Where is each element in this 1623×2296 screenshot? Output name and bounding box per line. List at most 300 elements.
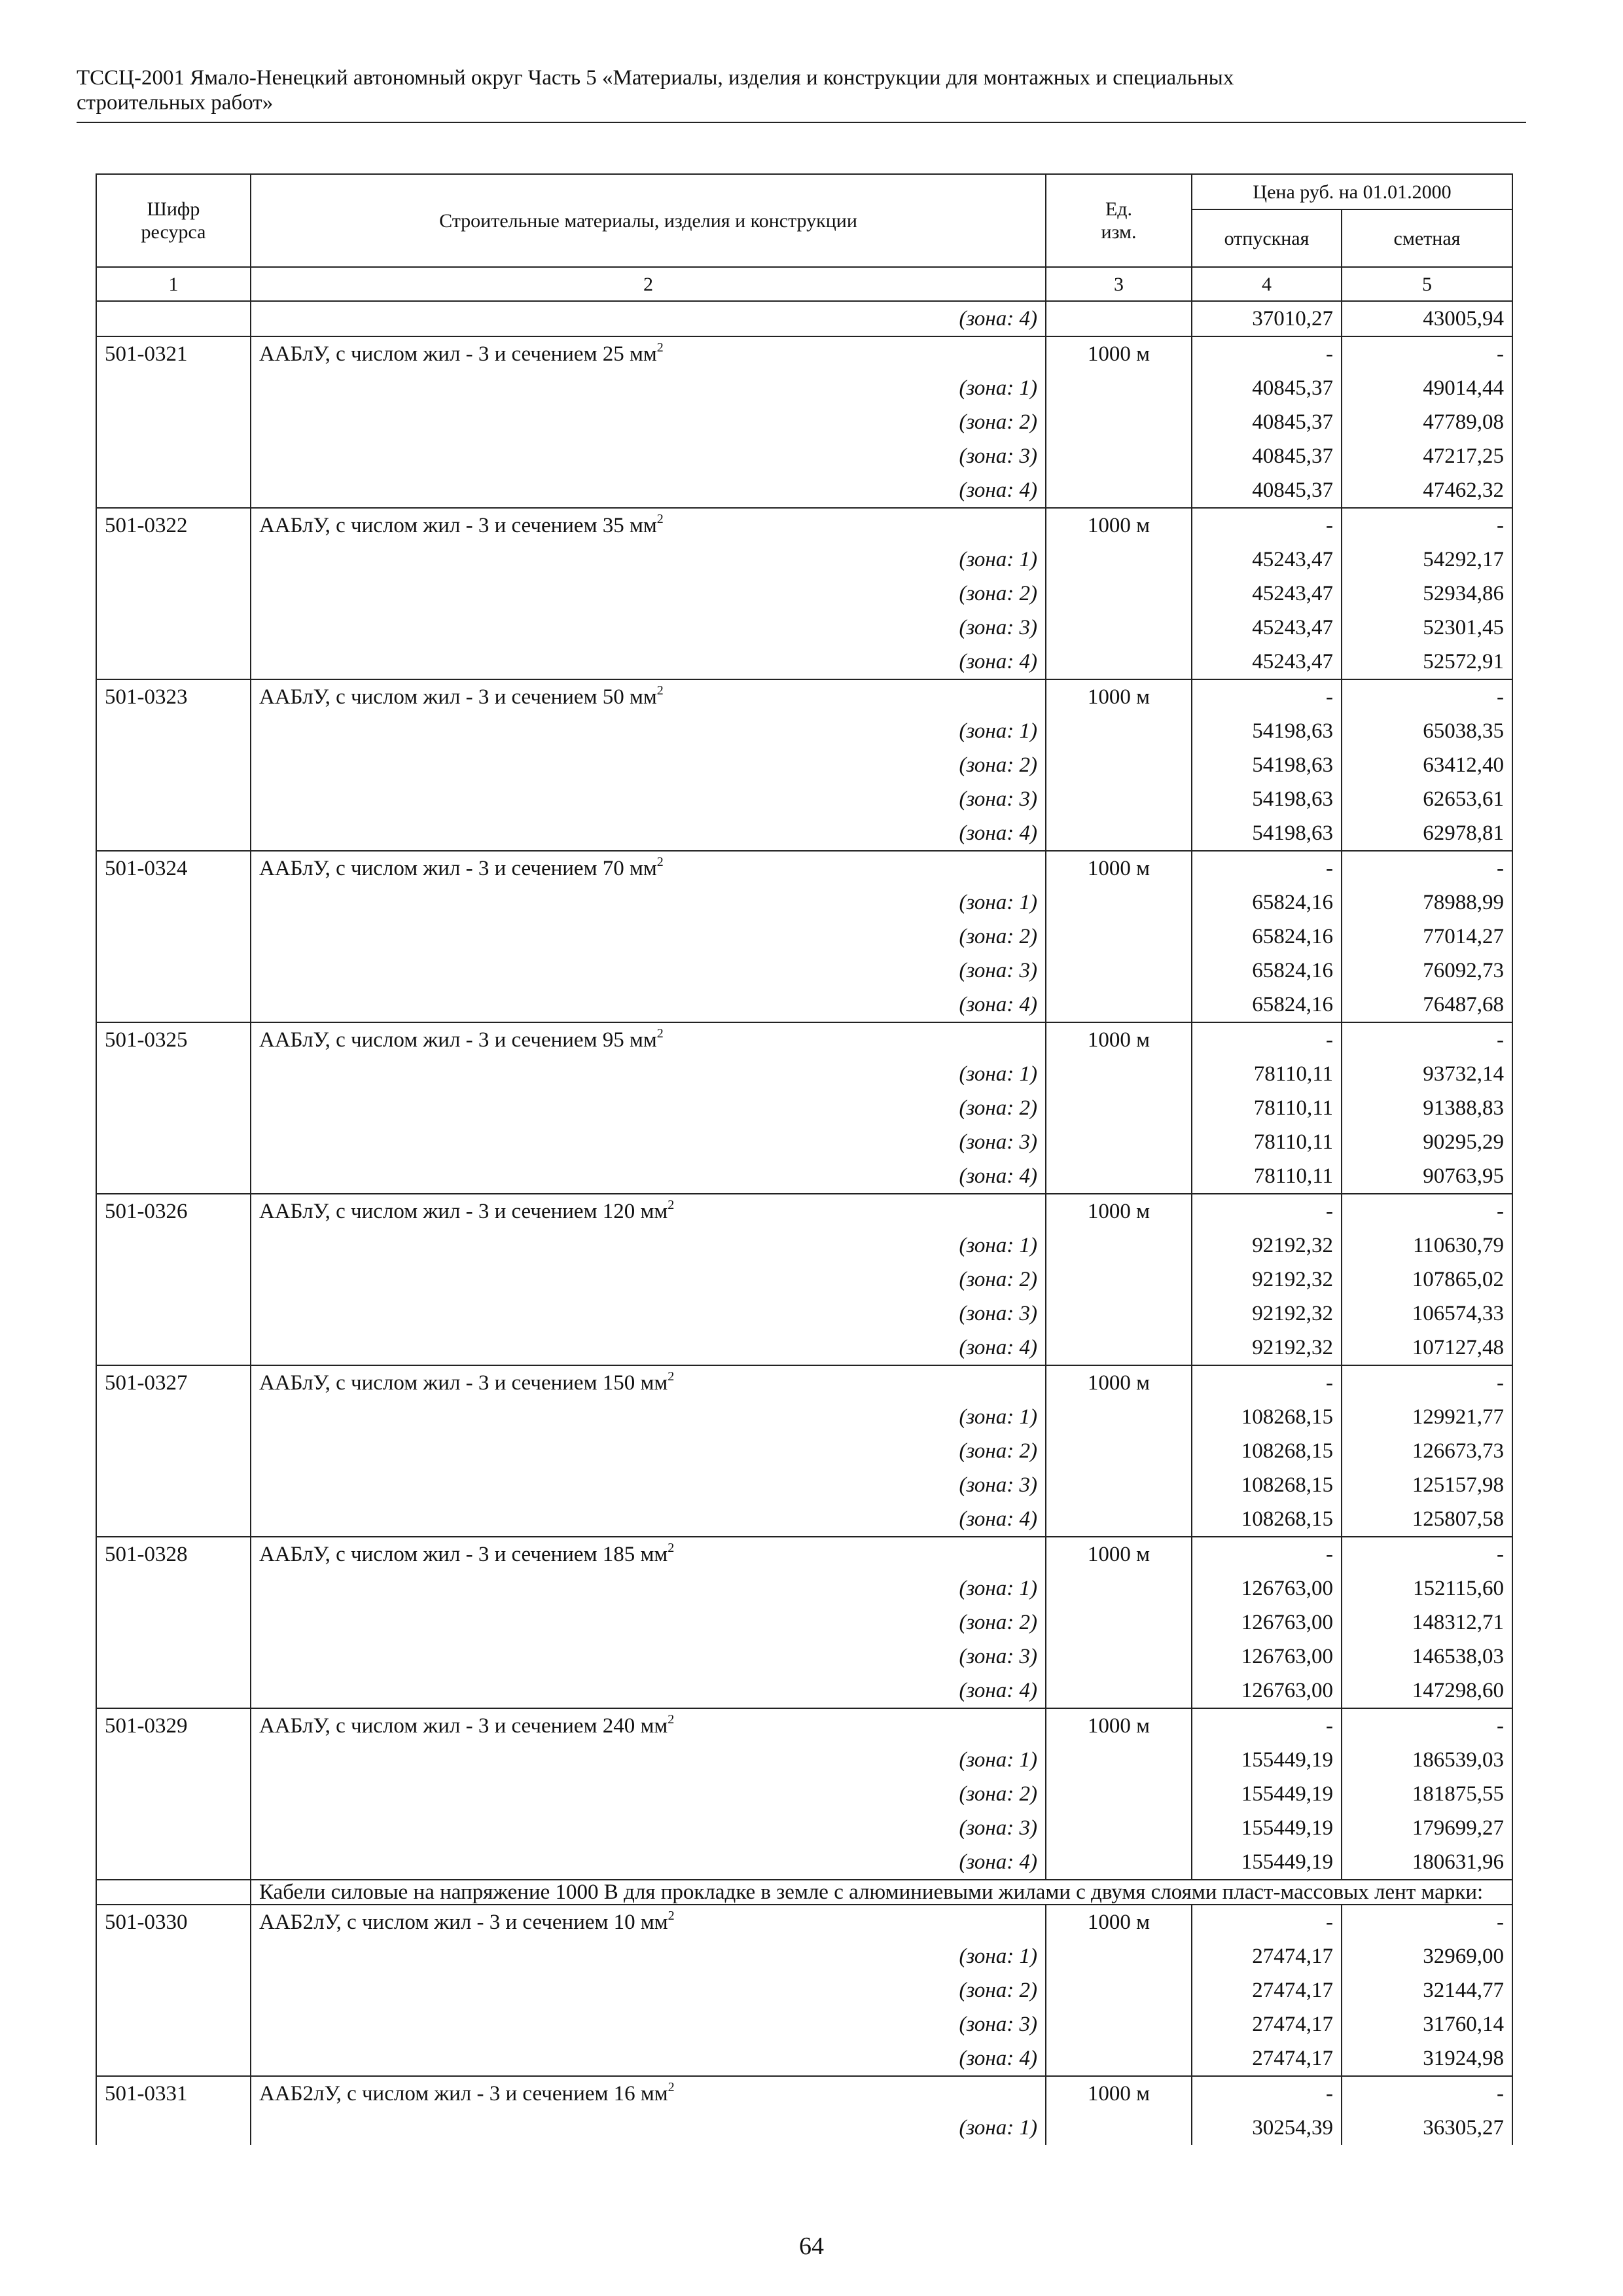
zone-label: (зона: 2): [251, 1091, 1046, 1125]
resource-code: 501-0329: [96, 1708, 251, 1743]
release-price: -: [1192, 1365, 1342, 1400]
zone-label: (зона: 3): [251, 782, 1046, 816]
resource-name: ААБлУ, с числом жил - 3 и сечением 240 $мм^2$: [251, 1708, 1046, 1743]
zone-label: (зона: 1): [251, 1229, 1046, 1263]
code-cell: [96, 439, 251, 473]
unit-cell: 1000 м: [1046, 1708, 1192, 1743]
estimate-price: -: [1342, 1537, 1512, 1571]
estimate-price: 62653,61: [1342, 782, 1512, 816]
estimate-price: 148312,71: [1342, 1605, 1512, 1640]
resource-row: [96, 679, 1512, 714]
estimate-price: -: [1342, 851, 1512, 886]
zone-label: (зона: 4): [251, 1502, 1046, 1537]
zone-label: (зона: 1): [251, 1571, 1046, 1605]
estimate-price: 31760,14: [1342, 2007, 1512, 2041]
zone-label: (зона: 4): [251, 2041, 1046, 2076]
unit-cell: 1000 м: [1046, 1537, 1192, 1571]
release-price: 155449,19: [1192, 1777, 1342, 1811]
unit-superscript: 2: [656, 1026, 664, 1041]
zone-row: [96, 1229, 1512, 1263]
release-price: -: [1192, 336, 1342, 371]
code-cell: [96, 1400, 251, 1434]
code-cell: [96, 301, 251, 336]
unit-cell: 1000 м: [1046, 851, 1192, 886]
unit-superscript: 2: [668, 2080, 675, 2094]
release-price: -: [1192, 508, 1342, 543]
resource-name: ААБлУ, с числом жил - 3 и сечением 150 $мм^2$: [251, 1365, 1046, 1400]
release-price: 92192,32: [1192, 1229, 1342, 1263]
resource-code: 501-0321: [96, 336, 251, 371]
header-line-2: строительных работ»: [77, 91, 274, 115]
unit-superscript: 2: [656, 512, 664, 526]
code-cell: [96, 1229, 251, 1263]
resource-row: [96, 851, 1512, 886]
zone-label: (зона: 2): [251, 1605, 1046, 1640]
estimate-price: 77014,27: [1342, 920, 1512, 954]
release-price: -: [1192, 679, 1342, 714]
zone-row: [96, 1434, 1512, 1468]
code-cell: [96, 1571, 251, 1605]
code-cell: [96, 1674, 251, 1708]
zone-label: (зона: 4): [251, 1159, 1046, 1194]
zone-label: (зона: 4): [251, 645, 1046, 679]
zone-row: [96, 1502, 1512, 1537]
code-cell: [96, 1091, 251, 1125]
estimate-price: -: [1342, 1022, 1512, 1057]
code-cell: [96, 1777, 251, 1811]
zone-row: [96, 954, 1512, 988]
release-price: -: [1192, 1905, 1342, 1939]
release-price: -: [1192, 1194, 1342, 1229]
zone-label: (зона: 1): [251, 1939, 1046, 1973]
release-price: 65824,16: [1192, 886, 1342, 920]
unit-cell: [1046, 1605, 1192, 1640]
code-column-header: Шифр ресурса: [96, 174, 251, 267]
carryover-row: [96, 301, 1512, 336]
code-cell: [96, 782, 251, 816]
unit-cell: [1046, 1263, 1192, 1297]
resource-row: [96, 1022, 1512, 1057]
zone-row: [96, 1605, 1512, 1640]
unit-superscript: 2: [668, 1712, 675, 1727]
release-price: 92192,32: [1192, 1263, 1342, 1297]
zone-row: [96, 611, 1512, 645]
zone-label: (зона: 3): [251, 439, 1046, 473]
code-cell: [96, 1880, 251, 1905]
code-cell: [96, 1159, 251, 1194]
zone-row: [96, 1331, 1512, 1365]
estimate-price: -: [1342, 679, 1512, 714]
zone-label: (зона: 4): [251, 1331, 1046, 1365]
estimate-price: 31924,98: [1342, 2041, 1512, 2076]
zone-row: [96, 1125, 1512, 1159]
unit-cell: [1046, 1125, 1192, 1159]
unit-cell: [1046, 1229, 1192, 1263]
release-price: 65824,16: [1192, 988, 1342, 1022]
unit-superscript: 2: [668, 1909, 675, 1923]
unit-cell: [1046, 301, 1192, 336]
estimate-price: 76092,73: [1342, 954, 1512, 988]
estimate-price: 147298,60: [1342, 1674, 1512, 1708]
zone-label: (зона: 2): [251, 1973, 1046, 2007]
release-price: 108268,15: [1192, 1468, 1342, 1502]
unit-cell: [1046, 2041, 1192, 2076]
resource-code: 501-0323: [96, 679, 251, 714]
release-price: 65824,16: [1192, 920, 1342, 954]
estimate-price-header: сметная: [1342, 209, 1512, 267]
unit-cell: [1046, 1297, 1192, 1331]
unit-cell: [1046, 2111, 1192, 2145]
code-cell: [96, 954, 251, 988]
zone-row: [96, 1939, 1512, 1973]
resource-code: 501-0330: [96, 1905, 251, 1939]
release-price: -: [1192, 1708, 1342, 1743]
release-price: 108268,15: [1192, 1434, 1342, 1468]
zone-label: (зона: 1): [251, 1057, 1046, 1091]
code-cell: [96, 1057, 251, 1091]
release-price: 155449,19: [1192, 1811, 1342, 1845]
resource-name: ААБлУ, с числом жил - 3 и сечением 35 $мм^2$: [251, 508, 1046, 543]
release-price: 40845,37: [1192, 473, 1342, 508]
resource-code: 501-0328: [96, 1537, 251, 1571]
page-header: [77, 65, 1526, 115]
code-cell: [96, 405, 251, 439]
release-price: 78110,11: [1192, 1091, 1342, 1125]
unit-superscript: 2: [656, 340, 664, 355]
resource-code: 501-0325: [96, 1022, 251, 1057]
unit-cell: [1046, 1939, 1192, 1973]
estimate-price: 49014,44: [1342, 371, 1512, 405]
zone-row: [96, 1811, 1512, 1845]
unit-cell: [1046, 1331, 1192, 1365]
release-price: 108268,15: [1192, 1502, 1342, 1537]
code-cell: [96, 1263, 251, 1297]
zone-row: [96, 1297, 1512, 1331]
estimate-price: 107127,48: [1342, 1331, 1512, 1365]
release-price: 27474,17: [1192, 2007, 1342, 2041]
column-number: 4: [1192, 267, 1342, 301]
zone-label: (зона: 2): [251, 1434, 1046, 1468]
estimate-price: 146538,03: [1342, 1640, 1512, 1674]
unit-cell: [1046, 1057, 1192, 1091]
estimate-price: 52572,91: [1342, 645, 1512, 679]
unit-cell: [1046, 543, 1192, 577]
header-rule: [77, 122, 1526, 123]
estimate-price: -: [1342, 336, 1512, 371]
unit-cell: [1046, 886, 1192, 920]
column-number: 2: [251, 267, 1046, 301]
release-price: 92192,32: [1192, 1297, 1342, 1331]
resource-code: 501-0324: [96, 851, 251, 886]
zone-label: (зона: 3): [251, 954, 1046, 988]
zone-row: [96, 1973, 1512, 2007]
resource-name: ААБлУ, с числом жил - 3 и сечением 185 $мм^2$: [251, 1537, 1046, 1571]
zone-label: (зона: 4): [251, 473, 1046, 508]
zone-row: [96, 1468, 1512, 1502]
zone-row: [96, 1400, 1512, 1434]
code-cell: [96, 1297, 251, 1331]
unit-cell: [1046, 1571, 1192, 1605]
zone-label: (зона: 3): [251, 611, 1046, 645]
code-cell: [96, 1973, 251, 2007]
unit-superscript: 2: [668, 1541, 675, 1555]
zone-label: (зона: 3): [251, 1811, 1046, 1845]
release-price: -: [1192, 2076, 1342, 2111]
code-cell: [96, 473, 251, 508]
unit-cell: [1046, 439, 1192, 473]
code-cell: [96, 1811, 251, 1845]
estimate-price: 36305,27: [1342, 2111, 1512, 2145]
estimate-price: 32969,00: [1342, 1939, 1512, 1973]
zone-label: (зона: 1): [251, 543, 1046, 577]
estimate-price: 125157,98: [1342, 1468, 1512, 1502]
zone-row: [96, 439, 1512, 473]
estimate-price: -: [1342, 1708, 1512, 1743]
zone-label: (зона: 2): [251, 748, 1046, 782]
unit-cell: [1046, 1777, 1192, 1811]
unit-superscript: 2: [656, 683, 664, 698]
resource-row: [96, 1537, 1512, 1571]
estimate-price: -: [1342, 508, 1512, 543]
estimate-price: 78988,99: [1342, 886, 1512, 920]
zone-label: (зона: 4): [251, 301, 1046, 336]
zone-label: (зона: 4): [251, 988, 1046, 1022]
code-cell: [96, 816, 251, 851]
zone-label: (зона: 2): [251, 1777, 1046, 1811]
estimate-price: -: [1342, 1365, 1512, 1400]
release-price: 40845,37: [1192, 371, 1342, 405]
name-column-header: Строительные материалы, изделия и конструкции: [251, 174, 1046, 267]
release-price: 65824,16: [1192, 954, 1342, 988]
release-price: 54198,63: [1192, 782, 1342, 816]
zone-row: [96, 577, 1512, 611]
resource-row: [96, 336, 1512, 371]
unit-cell: [1046, 988, 1192, 1022]
code-cell: [96, 748, 251, 782]
unit-cell: 1000 м: [1046, 2076, 1192, 2111]
zone-row: [96, 2111, 1512, 2145]
estimate-price: 93732,14: [1342, 1057, 1512, 1091]
unit-cell: 1000 м: [1046, 1022, 1192, 1057]
release-price: 78110,11: [1192, 1125, 1342, 1159]
unit-cell: [1046, 748, 1192, 782]
unit-superscript: 2: [656, 855, 664, 869]
header-line-1: ТССЦ-2001 Ямало-Ненецкий автономный округ Часть 5 «Материалы, изделия и конструкции для монтажных и специальных: [77, 66, 1234, 90]
table-header: [96, 174, 1512, 301]
zone-label: (зона: 3): [251, 1297, 1046, 1331]
unit-cell: [1046, 1502, 1192, 1537]
release-price: 27474,17: [1192, 1939, 1342, 1973]
table-body: [96, 301, 1512, 2145]
unit-cell: [1046, 714, 1192, 748]
estimate-price: 179699,27: [1342, 1811, 1512, 1845]
zone-row: [96, 2007, 1512, 2041]
estimate-price: 186539,03: [1342, 1743, 1512, 1777]
section-heading: Кабели силовые на напряжение 1000 В для прокладке в земле с алюминиевыми жилами с двумя слоями пласт-массовых лент марки:: [251, 1880, 1512, 1905]
release-price: 37010,27: [1192, 301, 1342, 336]
code-cell: [96, 988, 251, 1022]
estimate-price: 62978,81: [1342, 816, 1512, 851]
code-cell: [96, 1640, 251, 1674]
unit-cell: 1000 м: [1046, 336, 1192, 371]
price-table: [96, 173, 1513, 2145]
release-price: 54198,63: [1192, 714, 1342, 748]
unit-column-header: Ед. изм.: [1046, 174, 1192, 267]
unit-cell: [1046, 577, 1192, 611]
zone-label: (зона: 1): [251, 1743, 1046, 1777]
unit-cell: [1046, 405, 1192, 439]
code-cell: [96, 886, 251, 920]
code-cell: [96, 2041, 251, 2076]
resource-row: [96, 1194, 1512, 1229]
zone-label: (зона: 2): [251, 405, 1046, 439]
unit-cell: [1046, 816, 1192, 851]
estimate-price: 90763,95: [1342, 1159, 1512, 1194]
release-price: -: [1192, 1537, 1342, 1571]
estimate-price: 63412,40: [1342, 748, 1512, 782]
estimate-price: 54292,17: [1342, 543, 1512, 577]
code-cell: [96, 1743, 251, 1777]
zone-row: [96, 371, 1512, 405]
zone-row: [96, 1159, 1512, 1194]
zone-row: [96, 886, 1512, 920]
estimate-price: 52934,86: [1342, 577, 1512, 611]
code-cell: [96, 920, 251, 954]
estimate-price: 126673,73: [1342, 1434, 1512, 1468]
release-price: 40845,37: [1192, 439, 1342, 473]
code-cell: [96, 2111, 251, 2145]
release-price: 40845,37: [1192, 405, 1342, 439]
page-number: 64: [799, 2233, 824, 2260]
zone-label: (зона: 4): [251, 1674, 1046, 1708]
release-price: 54198,63: [1192, 748, 1342, 782]
unit-cell: [1046, 954, 1192, 988]
zone-label: (зона: 4): [251, 816, 1046, 851]
resource-name: ААБлУ, с числом жил - 3 и сечением 25 $мм^2$: [251, 336, 1046, 371]
code-cell: [96, 543, 251, 577]
unit-cell: [1046, 1468, 1192, 1502]
unit-cell: [1046, 782, 1192, 816]
zone-label: (зона: 3): [251, 1640, 1046, 1674]
code-cell: [96, 2007, 251, 2041]
release-price: 27474,17: [1192, 2041, 1342, 2076]
resource-name: ААБлУ, с числом жил - 3 и сечением 70 $мм^2$: [251, 851, 1046, 886]
code-cell: [96, 1605, 251, 1640]
resource-code: 501-0327: [96, 1365, 251, 1400]
zone-row: [96, 473, 1512, 508]
zone-row: [96, 1057, 1512, 1091]
zone-row: [96, 1263, 1512, 1297]
code-cell: [96, 1468, 251, 1502]
estimate-price: 47789,08: [1342, 405, 1512, 439]
estimate-price: 129921,77: [1342, 1400, 1512, 1434]
zone-row: [96, 1640, 1512, 1674]
resource-code: 501-0331: [96, 2076, 251, 2111]
zone-row: [96, 1845, 1512, 1880]
unit-cell: [1046, 1845, 1192, 1880]
code-cell: [96, 1502, 251, 1537]
unit-superscript: 2: [668, 1369, 675, 1384]
release-price: 126763,00: [1192, 1605, 1342, 1640]
code-cell: [96, 714, 251, 748]
zone-label: (зона: 1): [251, 714, 1046, 748]
unit-superscript: 2: [668, 1198, 675, 1212]
release-price: 30254,39: [1192, 2111, 1342, 2145]
zone-row: [96, 405, 1512, 439]
unit-cell: [1046, 645, 1192, 679]
code-cell: [96, 1125, 251, 1159]
zone-label: (зона: 2): [251, 577, 1046, 611]
resource-name: ААБлУ, с числом жил - 3 и сечением 120 $мм^2$: [251, 1194, 1046, 1229]
column-number: 3: [1046, 267, 1192, 301]
release-price: 155449,19: [1192, 1845, 1342, 1880]
unit-cell: [1046, 1811, 1192, 1845]
column-number: 5: [1342, 267, 1512, 301]
release-price: 92192,32: [1192, 1331, 1342, 1365]
release-price: 78110,11: [1192, 1159, 1342, 1194]
code-cell: [96, 611, 251, 645]
zone-label: (зона: 2): [251, 920, 1046, 954]
zone-row: [96, 714, 1512, 748]
release-price: 45243,47: [1192, 543, 1342, 577]
resource-code: 501-0322: [96, 508, 251, 543]
section-row: [96, 1880, 1512, 1905]
resource-row: [96, 1905, 1512, 1939]
unit-cell: [1046, 611, 1192, 645]
unit-cell: [1046, 1159, 1192, 1194]
price-group-header: Цена руб. на 01.01.2000: [1192, 174, 1512, 209]
resource-row: [96, 508, 1512, 543]
release-price: 126763,00: [1192, 1571, 1342, 1605]
unit-cell: 1000 м: [1046, 679, 1192, 714]
release-price: 45243,47: [1192, 611, 1342, 645]
estimate-price: 180631,96: [1342, 1845, 1512, 1880]
zone-row: [96, 920, 1512, 954]
zone-label: (зона: 1): [251, 2111, 1046, 2145]
column-number: 1: [96, 267, 251, 301]
resource-code: 501-0326: [96, 1194, 251, 1229]
zone-label: (зона: 3): [251, 1125, 1046, 1159]
estimate-price: 125807,58: [1342, 1502, 1512, 1537]
release-price: 45243,47: [1192, 577, 1342, 611]
unit-cell: [1046, 2007, 1192, 2041]
release-price: -: [1192, 851, 1342, 886]
release-price: 155449,19: [1192, 1743, 1342, 1777]
resource-name: ААБ2лУ, с числом жил - 3 и сечением 16 $мм^2$: [251, 2076, 1046, 2111]
zone-label: (зона: 3): [251, 1468, 1046, 1502]
unit-cell: [1046, 1640, 1192, 1674]
estimate-price: 107865,02: [1342, 1263, 1512, 1297]
release-price-header: отпускная: [1192, 209, 1342, 267]
unit-cell: 1000 м: [1046, 1905, 1192, 1939]
code-cell: [96, 1845, 251, 1880]
unit-cell: [1046, 920, 1192, 954]
estimate-price: 90295,29: [1342, 1125, 1512, 1159]
release-price: 126763,00: [1192, 1674, 1342, 1708]
zone-label: (зона: 1): [251, 1400, 1046, 1434]
code-cell: [96, 645, 251, 679]
resource-name: ААБ2лУ, с числом жил - 3 и сечением 10 $мм^2$: [251, 1905, 1046, 1939]
unit-cell: [1046, 1743, 1192, 1777]
unit-cell: [1046, 1434, 1192, 1468]
release-price: 126763,00: [1192, 1640, 1342, 1674]
zone-label: (зона: 3): [251, 2007, 1046, 2041]
zone-label: (зона: 2): [251, 1263, 1046, 1297]
code-cell: [96, 1434, 251, 1468]
code-cell: [96, 371, 251, 405]
unit-cell: 1000 м: [1046, 508, 1192, 543]
unit-cell: [1046, 1400, 1192, 1434]
